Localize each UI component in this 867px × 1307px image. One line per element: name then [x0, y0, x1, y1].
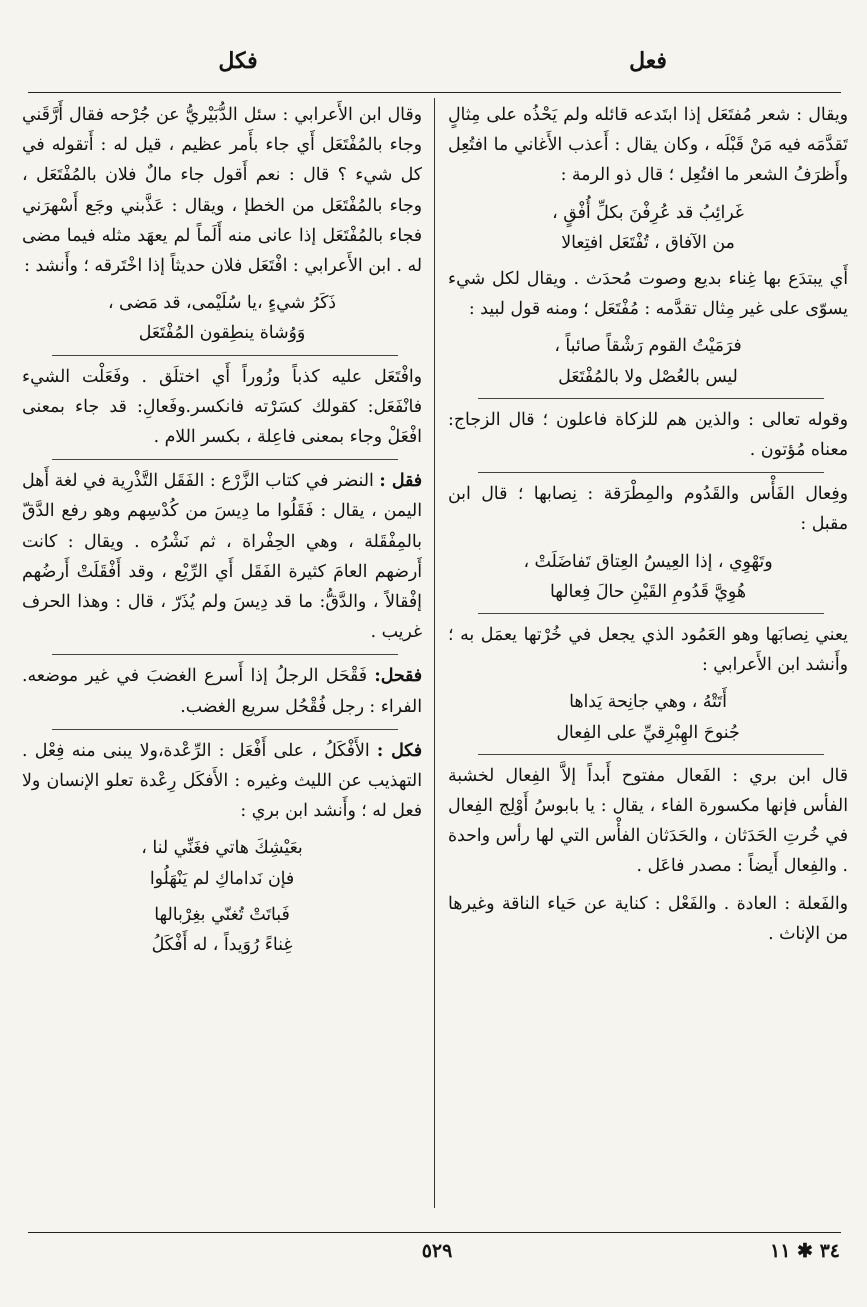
right-column — [448, 100, 848, 1222]
entry-text: وافْتَعَل عليه كذباً وزُوراً أَي اختلَق . وفَعَلْت الشيء فانْفَعَل: كقولك كسَرْته فانكسر.وفَعالِ: قد جاء بمعنى افْعَلْ وجاء بمعنى فاعِلة ، بكسر اللام . — [22, 366, 422, 448]
entry-text: وقال ابن الأَعرابي : سئل الدُّبَيْريُّ عن جُرْحه فقال أَرَّقَني وجاء بالمُفْتَعَل أَي جاء بأَمر عظيم ، قيل له : أَتقوله في كل شيء ؟ قال : نعم أَقول جاء مالٌ فلان بالمُفْتَعَل ، وجاء بالمُفْتَعَل من الخطإ ، ويقال : عَذَّبني وجَع أَسْهرَني فجاء بالمُفْتَعَل إذا عانى منه أَلَماً لم يعهَد مثله فيما مضى له . ابن الأَعرابي : افْتَعَل فلان حديثاً إذا اخْتَرقه ؛ وأَنشد : — [22, 105, 422, 277]
poetry-verse — [448, 547, 848, 607]
entry-text: وفِعال الفَأْس والقَدُوم والمِطْرَقة : نِصابها ؛ قال ابن مقبل : — [448, 484, 848, 535]
entry-text: قال ابن بري : الفَعال مفتوح أَبداً إلاَّ الفِعال لخشبة الفأس فإنها مكسورة الفاء ، يقال : يا بابوسُ أَوْلِج الفِعال في خُرتِ الحَدَثان ، والحَدَثان الفأْس التي لها رأس واحدة . والفِعال أَيضاً : مصدر فاعَل . — [448, 765, 848, 877]
entry-paragraph — [448, 761, 848, 882]
poetry-verse — [22, 288, 422, 348]
verse-line: ذَكَرُ شيءٍ ،يا سُلَيْمى، قد مَضى ، — [107, 293, 337, 314]
verse-line: فَباتَتْ تُغنّي بغِرْبالها — [154, 904, 290, 925]
entry-separator — [52, 355, 398, 356]
entry-text: والفَعلة : العادة . والفَعْل : كناية عن حَياء الناقة وغيرها من الإناث . — [448, 893, 848, 944]
volume-reference: ٣٤ ✱ ١١ — [770, 1240, 840, 1262]
verse-line: فرَمَيْتُ القوم رَشْقاً صائباً ، — [554, 336, 742, 357]
verse-line: وَوُشاة ينطِقون المُفْتَعَل — [138, 323, 306, 344]
entry-paragraph — [448, 889, 848, 949]
entry-paragraph — [22, 466, 422, 647]
entry-separator — [478, 613, 824, 614]
entry-text: يعني نِصابَها وهو العَمُود الذي يجعل في خُرْتها يعمَل به ؛ وأَنشد ابن الأَعرابي : — [448, 625, 848, 676]
verse-line: وتَهْوِي ، إذا العِيسُ العِتاق تَفاضَلَتْ ، — [523, 551, 773, 572]
footer-rule — [28, 1232, 841, 1233]
entry-paragraph — [22, 362, 422, 453]
entry-text: فَقْحَل الرجلُ إذا أَسرع الغضبَ في غير موضعه. الفراء : رجل فُقْحُل سريع الغضب. — [22, 666, 422, 717]
entry-text: وقوله تعالى : والذين هم للزكاة فاعلون ؛ قال الزجاج: معناه مُؤتون . — [448, 409, 848, 461]
poetry-verse — [22, 833, 422, 893]
entry-headword: فقحل: — [374, 666, 422, 687]
poetry-verse — [448, 687, 848, 747]
page-number: ٥٢٩ — [421, 1240, 453, 1262]
entry-separator — [478, 754, 824, 755]
entry-text: الأَفْكَلُ ، على أَفْعَل : الرِّعْدة،ولا يبنى منه فِعْل . التهذيب عن الليث وغيره : الأَفكَل رِعْدة تعلو الإنسان ولا فعل له ؛ وأَنشد ابن بري : — [22, 740, 422, 822]
entry-paragraph — [448, 479, 848, 539]
poetry-verse — [22, 900, 422, 960]
verse-line: فإن نَداماكِ لم يَنْهَلُوا — [149, 868, 295, 889]
entry-headword: فكل : — [376, 740, 422, 761]
entry-paragraph — [22, 736, 422, 827]
verse-line: أَتَتْهُ ، وهي جانِحة يَداها — [569, 692, 727, 713]
verse-line: بعَيْشِكَ هاتي فغَنِّي لنا ، — [141, 838, 303, 859]
poetry-verse — [448, 198, 848, 258]
entry-paragraph — [22, 100, 422, 281]
verse-line: ليس بالعُصْل ولا بالمُفْتَعَل — [558, 366, 738, 387]
verse-line: غِناءً رُوَيداً ، له أَفْكَلُ — [151, 935, 293, 956]
entry-paragraph — [448, 620, 848, 680]
entry-separator — [52, 459, 398, 460]
header-word-right: فعل — [629, 48, 667, 74]
left-column — [22, 100, 422, 1222]
column-divider — [434, 98, 435, 1208]
verse-line: من الآفاق ، تُفْتَعَل افتِعالا — [561, 232, 735, 253]
entry-separator — [478, 472, 824, 473]
entry-separator — [52, 654, 398, 655]
entry-paragraph — [448, 405, 848, 465]
entry-separator — [52, 729, 398, 730]
entry-text: ويقال : شعر مُفتَعَل إذا ابتَدعه قائله ولم يَحْذُه على مِثالٍ تَقدَّمَه فيه مَنْ قَبْلَه ، وكان يقال : أَعذب الأَغاني ما افتُعِل وأَظرَفُ الشعر ما افتُعِل ؛ قال ذو الرمة : — [448, 105, 848, 186]
verse-line: جُنوحَ الهِبْرِقيِّ على الفِعال — [556, 722, 740, 743]
verse-line: غَرائِبُ قد عُرِفْنَ بكلِّ أُفْقٍ ، — [552, 202, 744, 223]
poetry-verse — [448, 331, 848, 391]
entry-paragraph — [22, 661, 422, 721]
entry-text: النضر في كتاب الزَّرْع : الفَقَل التَّذْرِية في لغة أَهل اليمن ، يقال : فَقَلُوا ما دِيسَ من كُدْسِهم وهو رفع الدَّقّ بالمِفْقَلة ، وهي الحِفْراة ، ثم نَشْرُه . ويقال : كانت أَرضهم العامَ كثيرة الفَقَل أَي الرِّيْع ، وقد أَفْقَلَتْ أَرضُهم إفْقالاً ، والدَّقُّ: ما قد دِيسَ ولم يُذَرّ ، قال : وهذا الحرف غريب . — [22, 471, 422, 643]
verse-line: هُوِيَّ قَدُومِ القَيْنِ حالَ فِعالها — [550, 581, 746, 602]
header-word-left: فكل — [218, 48, 258, 74]
entry-paragraph — [448, 264, 848, 324]
entry-separator — [478, 398, 824, 399]
header-rule — [28, 92, 841, 93]
entry-paragraph — [448, 100, 848, 191]
entry-text: أَي يبتدَع بها غِناء بديع وصوت مُحدَث . ويقال لكل شيء يسوّى على غير مِثال تقدَّمه : مُفْتَعَل ؛ ومنه قول لبيد : — [448, 269, 848, 320]
entry-headword: فقل : — [379, 471, 422, 492]
